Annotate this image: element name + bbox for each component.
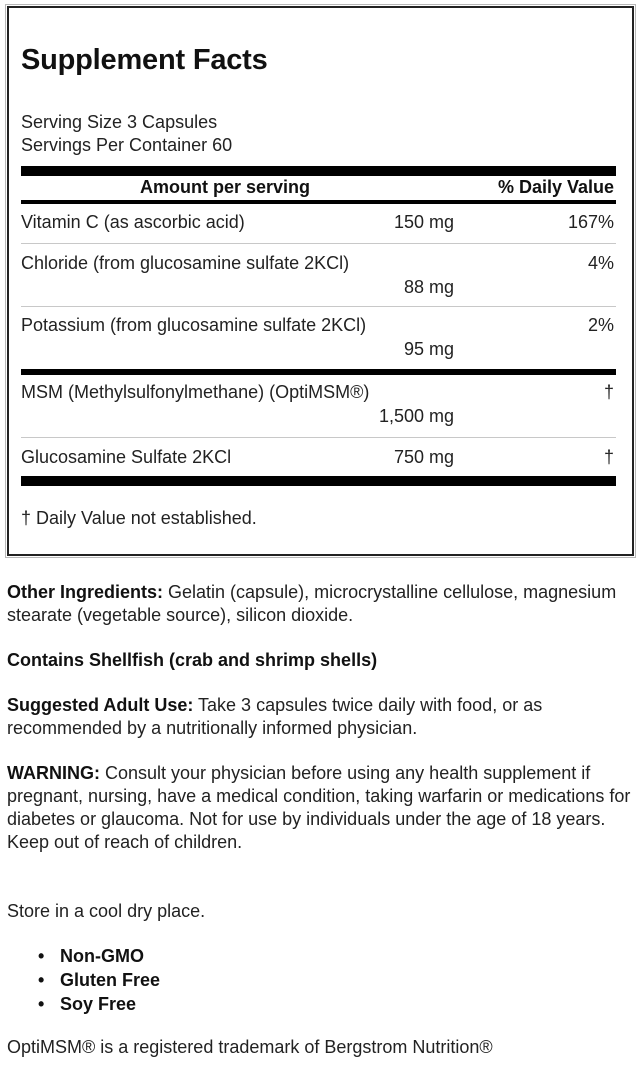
- panel-title: Supplement Facts: [21, 44, 268, 76]
- nutrient-daily-value: 4%: [587, 253, 614, 273]
- other-ingredients: [7, 581, 632, 627]
- nutrient-name: MSM (Methylsulfonylmethane) (OptiMSM®): [21, 382, 370, 402]
- nutrient-name: Glucosamine Sulfate 2KCl: [21, 447, 232, 467]
- row-divider: [21, 306, 616, 307]
- feature-list: [36, 944, 160, 1016]
- feature-item-gluten-free: • Gluten Free: [38, 970, 161, 990]
- feature-item-non-gmo: • Non-GMO: [38, 946, 144, 966]
- footnote: † Daily Value not established.: [21, 508, 257, 528]
- nutrient-daily-value: †: [603, 382, 614, 402]
- bullet-icon: •: [38, 970, 45, 990]
- other-ingredients-label: Other Ingredients:: [7, 582, 164, 602]
- suggested-use-label: Suggested Adult Use:: [7, 695, 194, 715]
- other-ingredients-text: Gelatin (capsule), microcrystalline cellulose, magnesium stearate (vegetable source), silicon dioxide.: [7, 582, 617, 625]
- nutrient-amount: 95 mg: [403, 339, 454, 359]
- row-divider: [21, 437, 616, 438]
- feature-item-soy-free: • Soy Free: [38, 994, 137, 1014]
- nutrient-name: Vitamin C (as ascorbic acid): [21, 212, 245, 232]
- allergen-statement: Contains Shellfish (crab and shrimp shells): [7, 650, 378, 670]
- nutrient-name: Potassium (from glucosamine sulfate 2KCl): [21, 315, 367, 335]
- warning-text: Consult your physician before using any health supplement if pregnant, nursing, have a medical condition, taking warfarin or medications for diabetes or glaucoma. Not for use by individuals under the age of 18 years. Keep out of reach of children.: [7, 763, 631, 852]
- header-divider: [21, 200, 616, 204]
- storage-instructions: Store in a cool dry place.: [7, 901, 206, 921]
- row-divider: [21, 243, 616, 244]
- servings-per-container: Servings Per Container 60: [21, 135, 233, 155]
- section-divider: [21, 369, 616, 375]
- suggested-use: [7, 694, 632, 740]
- suggested-use-text: Take 3 capsules twice daily with food, or as recommended by a nutritionally informed physician.: [7, 695, 543, 738]
- warning-label: WARNING:: [7, 763, 100, 783]
- bullet-icon: •: [38, 946, 45, 966]
- nutrient-amount: 88 mg: [403, 277, 454, 297]
- thick-divider-bottom: [21, 476, 616, 486]
- warning: [7, 762, 632, 854]
- serving-size: Serving Size 3 Capsules: [21, 112, 218, 132]
- nutrient-amount: 150 mg: [393, 212, 454, 232]
- nutrient-name: Chloride (from glucosamine sulfate 2KCl): [21, 253, 350, 273]
- header-daily-value: % Daily Value: [497, 177, 614, 197]
- bullet-icon: •: [38, 994, 45, 1014]
- nutrient-daily-value: †: [603, 447, 614, 467]
- trademark-notice: OptiMSM® is a registered trademark of Bergstrom Nutrition®: [7, 1037, 493, 1057]
- nutrient-daily-value: 167%: [567, 212, 614, 232]
- nutrient-daily-value: 2%: [587, 315, 614, 335]
- header-amount-per-serving: Amount per serving: [140, 177, 311, 197]
- thick-divider: [21, 166, 616, 176]
- nutrient-amount: 750 mg: [393, 447, 454, 467]
- nutrient-amount: 1,500 mg: [378, 406, 454, 426]
